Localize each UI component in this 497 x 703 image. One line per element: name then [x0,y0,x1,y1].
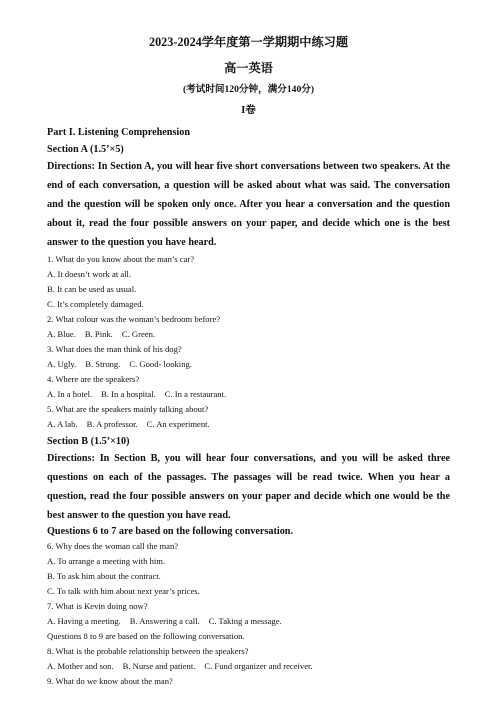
option-b: B. Strong. [85,359,121,369]
option-a: A. Mother and son. [47,661,114,671]
option-c: C. Fund organizer and receiver. [204,661,313,671]
question-3: 3. What does the man think of his dog? [47,344,182,354]
question-4: 4. Where are the speakers? [47,374,140,384]
question-8: 8. What is the probable relationship between the speakers? [47,646,249,656]
option-c: C. In a restaurant. [164,389,227,399]
option-b: B. Answering a call. [129,616,200,626]
option-a: A. Ugly. [47,359,77,369]
exam-info: (考试时间120分钟，满分140分) [182,84,315,95]
option-a: A. Blue. [47,329,76,339]
option-c: C. Taking a message. [208,616,282,626]
question-7: 7. What is Kevin doing now? [47,601,148,611]
question-1-option-a: A. It doesn’t work at all. [47,269,132,279]
question-1: 1. What do you know about the man’s car? [47,254,195,264]
question-group-8-9: Questions 8 to 9 are based on the following conversation. [47,631,245,641]
section-a-directions: Directions: In Section A, you will hear five short conversations between two speakers. At the end of each conversation, a question will be asked about what was said. The conversation and the question will be spoken only once. After you hear a conversation and the question about it, read the four possible answers on your paper, and decide which one is the best answer to the question you have heard. [47,161,450,248]
question-7-options [47,614,450,629]
question-6-option-a: A. To arrange a meeting with him. [47,556,166,566]
option-c: C. Green. [121,329,156,339]
part-title: Part I. Listening Comprehension [47,127,191,138]
section-a-title: Section A (1.5’×5) [47,144,124,155]
question-6-option-c: C. To talk with him about next year’s prices. [47,586,200,596]
question-group-6-7: Questions 6 to 7 are based on the following conversation. [47,526,294,537]
section-b-directions: Directions: In Section B, you will hear four conversations, and you will be asked three questions on each of the passages. The passages will be read twice. When you hear a question, read the four possible answers on your paper and decide which one would be the best answer to the question you have read. [47,453,450,521]
option-b: B. In a hospital. [101,389,156,399]
option-b: B. A professor. [86,419,138,429]
question-4-options [47,387,450,402]
question-1-option-c: C. It’s completely damaged. [47,299,144,309]
section-b-title: Section B (1.5’×10) [47,436,130,447]
option-c: C. An experiment. [146,419,210,429]
exam-title: 2023-2024学年度第一学期期中练习题 [148,35,349,49]
question-3-options [47,357,450,372]
question-6-option-b: B. To ask him about the contract. [47,571,161,581]
question-1-option-b: B. It can be used as usual. [47,284,137,294]
question-8-options [47,659,450,674]
subject-title: 高一英语 [224,61,273,75]
question-5-options [47,417,450,432]
volume-label: I卷 [241,105,256,116]
question-5: 5. What are the speakers mainly talking about? [47,404,209,414]
question-2-options [47,327,450,342]
question-9: 9. What do we know about the man? [47,676,173,686]
option-a: A. A lab. [47,419,78,429]
option-a: A. In a hotel. [47,389,93,399]
option-a: A. Having a meeting. [47,616,121,626]
option-c: C. Good- looking. [129,359,192,369]
option-b: B. Pink. [84,329,113,339]
question-2: 2. What colour was the woman’s bedroom before? [47,314,221,324]
question-6: 6. Why does the woman call the man? [47,541,179,551]
option-b: B. Nurse and patient. [122,661,196,671]
